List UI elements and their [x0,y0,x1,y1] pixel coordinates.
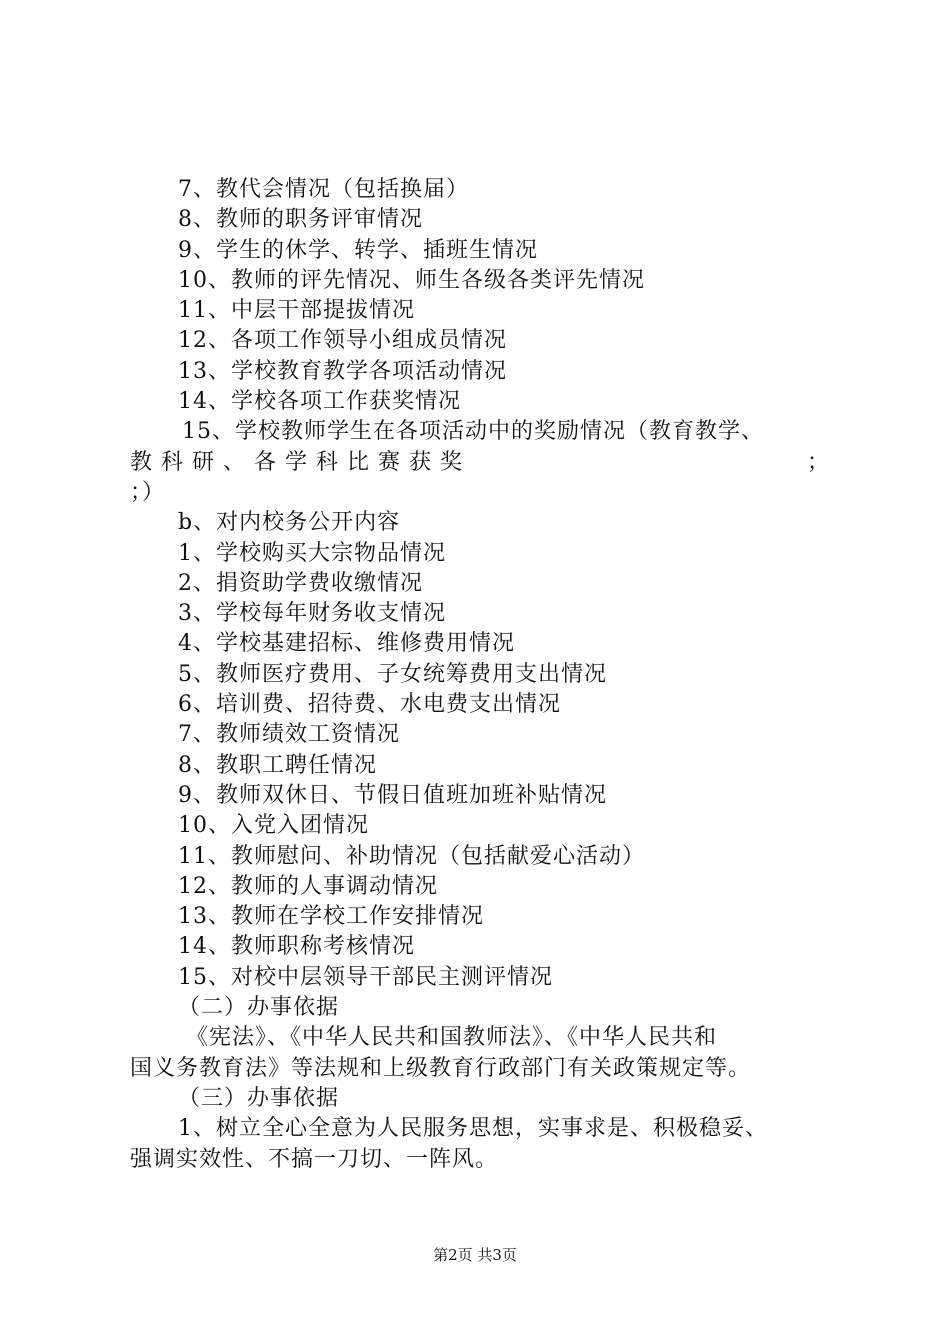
paragraph-line: 强调实效性、不搞一刀切、一阵风。 [130,1146,499,1172]
list-item: 10、入党入团情况 [178,813,369,839]
section-heading: （三）办事依据 [178,1085,340,1111]
paragraph-line: 国义务教育法》等法规和上级教育行政部门有关政策规定等。 [130,1055,752,1081]
list-item: 2、捐资助学费收缴情况 [178,570,423,596]
continuation-text: 教科研、各学科比赛获奖 [130,449,472,475]
page-number-footer: 第2页 共3页 [433,1246,517,1264]
section-heading: （二）办事依据 [178,995,340,1021]
list-item: 12、教师的人事调动情况 [178,873,438,899]
list-item: 13、教师在学校工作安排情况 [178,904,484,930]
list-item: 8、教师的职务评审情况 [178,207,423,233]
list-item: 9、学生的休学、转学、插班生情况 [178,237,538,263]
list-item: 8、教职工聘任情况 [178,752,377,778]
list-item: 10、教师的评先情况、师生各级各类评先情况 [178,267,645,293]
list-item: 15、对校中层领导干部民主测评情况 [178,964,553,990]
list-item: 14、学校各项工作获奖情况 [178,389,461,415]
semicolon-mark: ； [806,449,830,475]
list-item: 9、教师双休日、节假日值班加班补贴情况 [178,782,607,808]
list-item: 14、教师职称考核情况 [178,934,415,960]
list-item: 11、教师慰问、补助情况（包括献爱心活动） [178,843,645,869]
list-item: 7、教代会情况（包括换届） [178,177,469,202]
list-item: 7、教师绩效工资情况 [178,722,400,748]
list-item: 12、各项工作领导小组成员情况 [178,328,507,354]
list-item: 11、中层干部提拔情况 [178,298,415,324]
section-heading: b、对内校务公开内容 [178,510,401,536]
list-item-continuation [130,448,830,478]
list-item: 15、学校教师学生在各项活动中的奖励情况（教育教学、 [182,419,764,445]
list-item: 13、学校教育教学各项活动情况 [178,358,507,384]
document-body [130,175,830,1175]
paragraph-line: 《宪法》、《中华人民共和国教师法》、《中华人民共和 [186,1025,718,1051]
list-item: 6、培训费、招待费、水电费支出情况 [178,692,561,718]
list-item: 5、教师医疗费用、子女统筹费用支出情况 [178,661,607,687]
list-item-continuation: ；） [130,479,166,505]
list-item: 1、学校购买大宗物品情况 [178,540,446,566]
list-item: 4、学校基建招标、维修费用情况 [178,631,515,657]
list-item: 3、学校每年财务收支情况 [178,601,446,627]
paragraph-line: 1、树立全心全意为人民服务思想，实事求是、积极稳妥、 [178,1116,768,1142]
